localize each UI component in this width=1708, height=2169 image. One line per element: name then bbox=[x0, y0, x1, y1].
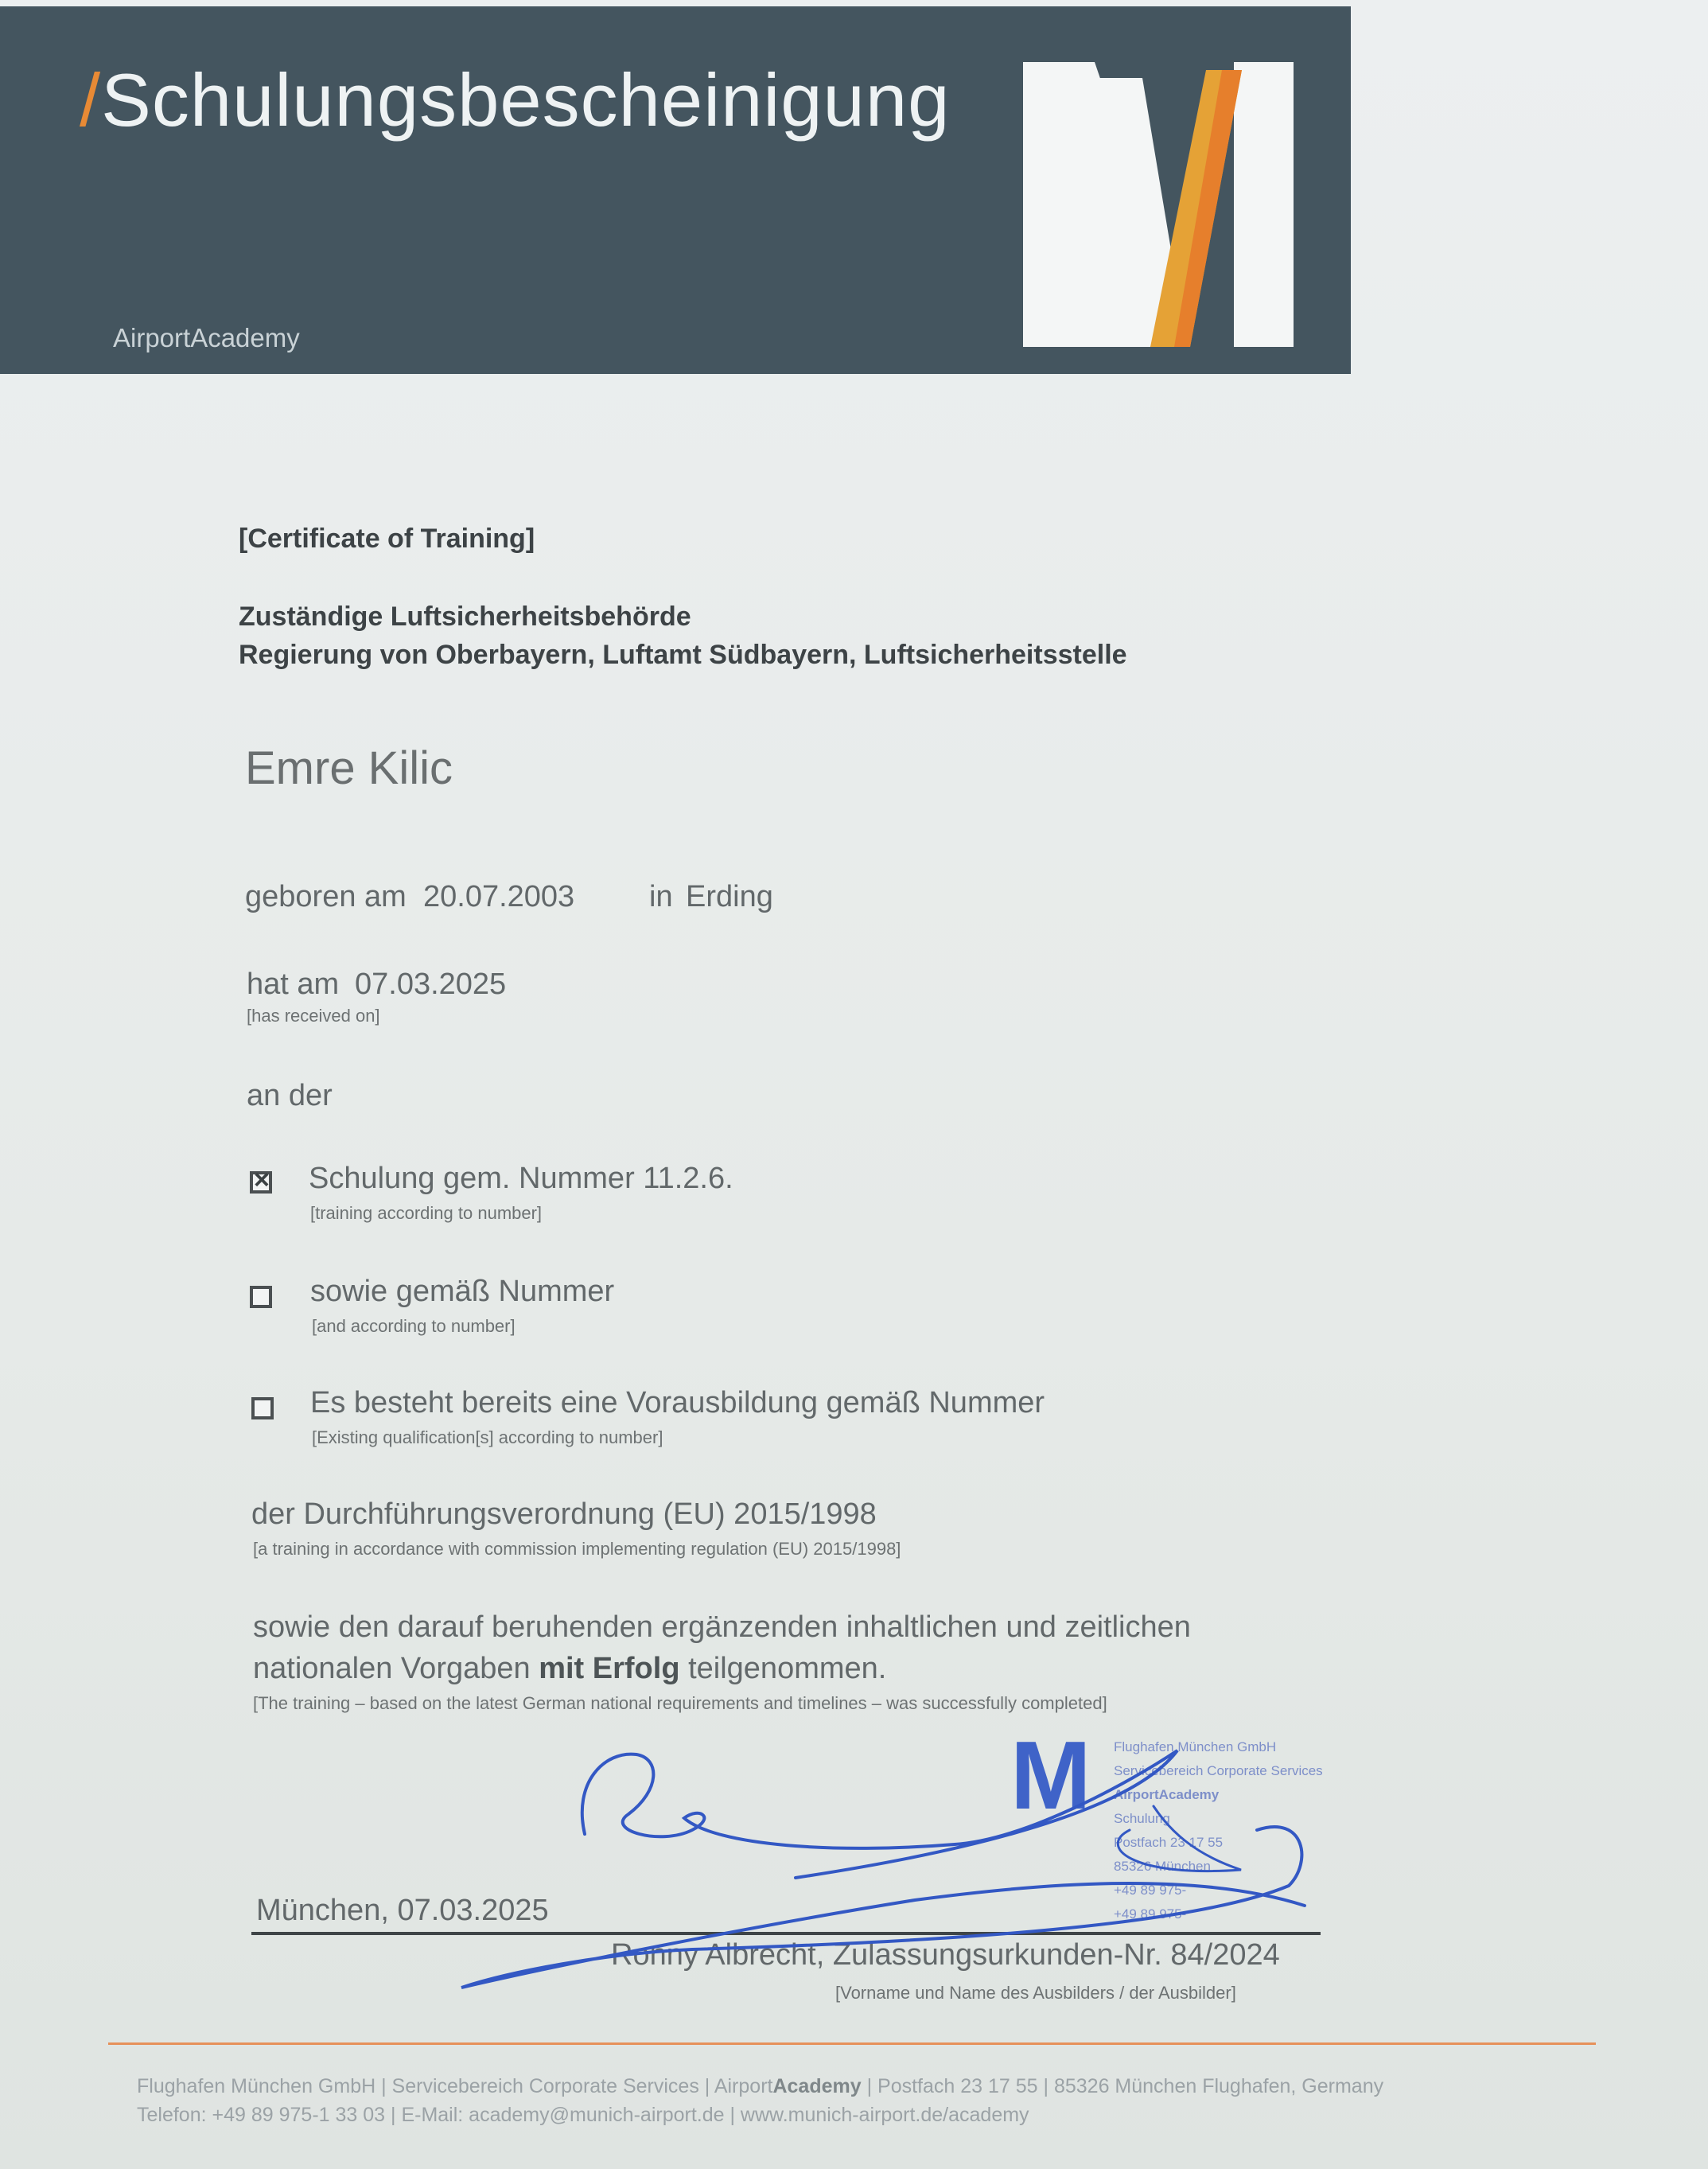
footer-post: | Postfach 23 17 55 | 85326 München Flughafen, Germany bbox=[861, 2075, 1384, 2097]
footer-pre: Flughafen München GmbH | Servicebereich Corporate Services | Airport bbox=[137, 2075, 773, 2097]
option-en-1: [training according to number] bbox=[310, 1203, 543, 1223]
place-date: München, 07.03.2025 bbox=[256, 1894, 549, 1927]
stamp-line-8: +49 89 975- bbox=[1114, 1906, 1187, 1922]
stamp-line-7: +49 89 975- bbox=[1114, 1883, 1187, 1898]
stamp-line-2: Servicebereich Corporate Services bbox=[1114, 1763, 1323, 1778]
footer-accent: Academy bbox=[772, 2075, 862, 2097]
title-slash: / bbox=[80, 58, 102, 142]
stamp-line-4: Schulung bbox=[1114, 1811, 1170, 1826]
received-date: 07.03.2025 bbox=[355, 968, 507, 1001]
stamp-line-3: AirportAcademy bbox=[1114, 1787, 1220, 1802]
academy-name: AirportAcademy bbox=[113, 323, 300, 352]
authority-name: Regierung von Oberbayern, Luftamt Südbayern, Luftsicherheitsstelle bbox=[239, 640, 1127, 670]
received-label: hat am bbox=[247, 968, 340, 1001]
stamp-logo: M bbox=[1010, 1721, 1091, 1829]
title-text: Schulungsbescheinigung bbox=[101, 58, 951, 142]
stamp-line-1: Flughafen München GmbH bbox=[1114, 1739, 1277, 1754]
birthplace: Erding bbox=[686, 880, 773, 913]
footer-divider bbox=[108, 2042, 1596, 2045]
regulation-en: [a training in accordance with commission implementing regulation (EU) 2015/1998] bbox=[253, 1539, 901, 1559]
authority-label: Zuständige Luftsicherheitsbehörde bbox=[239, 602, 691, 632]
completion-post: teilgenommen. bbox=[679, 1652, 887, 1685]
completion-line-1: sowie den darauf beruhenden ergänzenden inhaltlichen und zeitlichen bbox=[253, 1610, 1191, 1644]
option-label-3: Es besteht bereits eine Vorausbildung gemäß Nummer bbox=[310, 1386, 1045, 1419]
option-en-2: [and according to number] bbox=[312, 1316, 516, 1336]
footer-line-1 bbox=[137, 2075, 1383, 2098]
born-label: geboren am bbox=[245, 880, 407, 913]
certificate-label: [Certificate of Training] bbox=[239, 524, 535, 554]
option-en-3: [Existing qualification[s] according to number] bbox=[312, 1427, 663, 1447]
birthplace-label: in bbox=[649, 880, 673, 913]
option-label-2: sowie gemäß Nummer bbox=[310, 1275, 615, 1308]
completion-pre: nationalen Vorgaben bbox=[253, 1652, 539, 1685]
an-der-label: an der bbox=[247, 1079, 333, 1112]
footer-line-2: Telefon: +49 89 975-1 33 03 | E-Mail: academy@munich-airport.de | www.munich-airport.de/academy bbox=[137, 2104, 1029, 2126]
birth-date: 20.07.2003 bbox=[423, 880, 575, 913]
completion-en: [The training – based on the latest German national requirements and timelines – was successfully completed] bbox=[253, 1693, 1107, 1713]
regulation-text: der Durchführungsverordnung (EU) 2015/1998 bbox=[251, 1497, 877, 1531]
stamp-line-6: 85326 München bbox=[1114, 1859, 1211, 1874]
received-en: [has received on] bbox=[247, 1006, 380, 1026]
stamp-line-5: Postfach 23 17 55 bbox=[1114, 1835, 1224, 1850]
trainer-en: [Vorname und Name des Ausbilders / der Ausbilder] bbox=[835, 1983, 1236, 2003]
option-label-1: Schulung gem. Nummer 11.2.6. bbox=[309, 1162, 733, 1195]
trainee-name: Emre Kilic bbox=[245, 742, 453, 794]
trainer-name: Ronny Albrecht, Zulassungsurkunden-Nr. 84/2024 bbox=[611, 1938, 1280, 1972]
completion-bold: mit Erfolg bbox=[539, 1652, 680, 1685]
